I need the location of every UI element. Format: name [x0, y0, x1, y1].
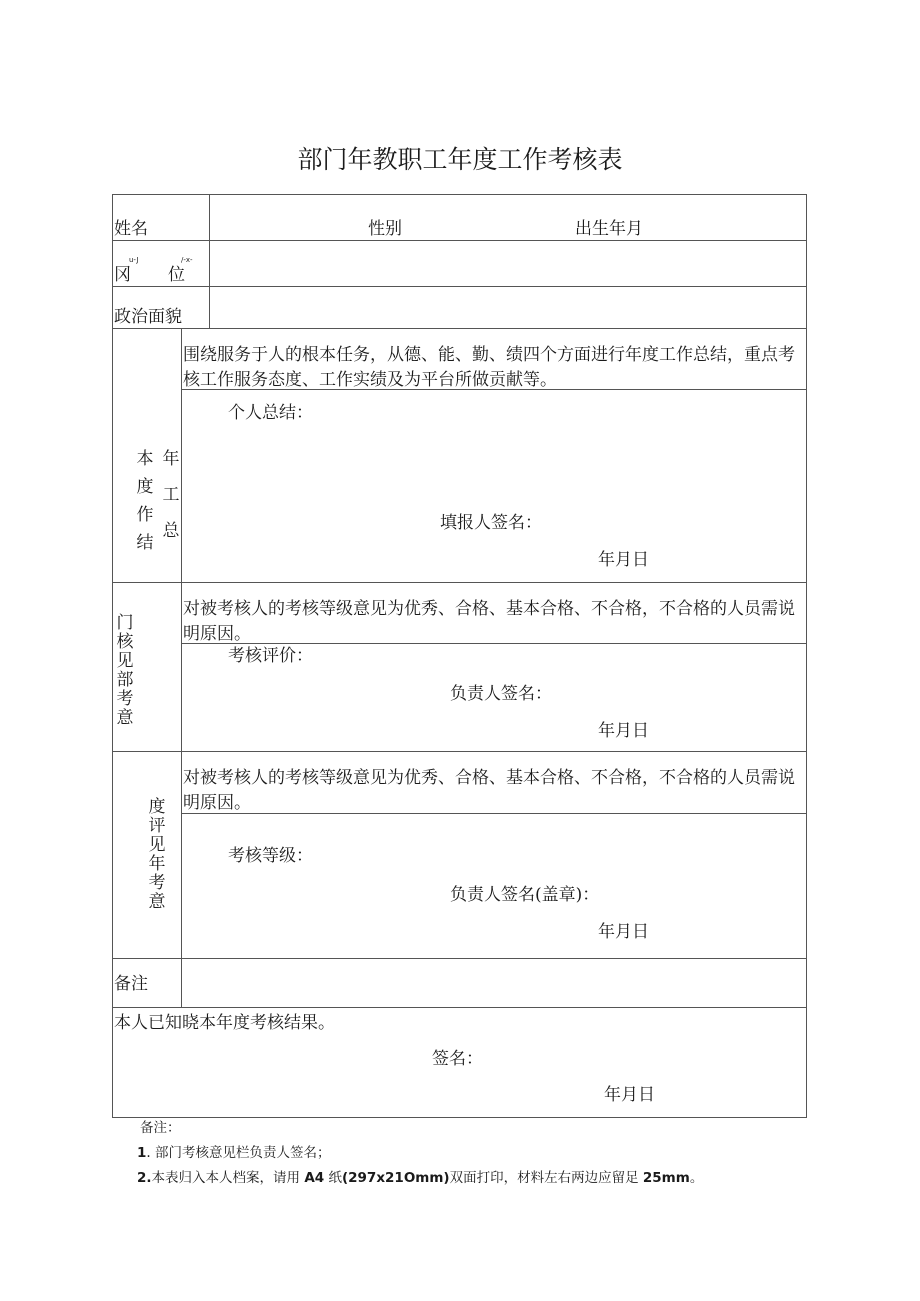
summary-date-label: 年月日	[598, 550, 649, 570]
remarks-label: 备注	[114, 974, 148, 994]
acknowledge-text: 本人已知晓本年度考核结果。	[114, 1013, 335, 1033]
name-label: 姓名	[114, 219, 148, 239]
footnote-item-2: 2.本表归入本人档案，请用 A4 纸(297x21Omm)双面打印，材料左右两边应留足 25mm。	[137, 1170, 704, 1186]
personal-summary-label: 个人总结：	[228, 403, 313, 423]
row-line	[112, 751, 807, 752]
acknowledge-signature-label: 签名：	[432, 1049, 483, 1069]
annual-grade-label: 考核等级：	[228, 846, 313, 866]
row-line	[112, 1007, 807, 1008]
col-line	[209, 194, 210, 329]
post-label-right: 位	[168, 265, 185, 285]
dept-date-label: 年月日	[598, 721, 649, 741]
annual-side-col: 度 评 见 年 考 意	[148, 797, 166, 912]
row-line	[112, 328, 807, 329]
row-line	[112, 240, 807, 241]
post-label-left: 冈	[114, 265, 131, 285]
table-border-left	[112, 194, 113, 1118]
summary-signature-label: 填报人签名：	[440, 513, 542, 533]
gender-label: 性别	[368, 219, 402, 239]
col-line	[181, 328, 182, 1008]
birth-label: 出生年月	[575, 219, 643, 239]
footnote-item-1: 1. 部门考核意见栏负责人签名；	[137, 1145, 331, 1161]
table-border-right	[806, 194, 807, 1118]
politics-label: 政治面貌	[114, 307, 182, 327]
dept-instruction: 对被考核人的考核等级意见为优秀、合格、基本合格、不合格，不合格的人员需说明原因。	[183, 599, 795, 644]
row-line	[112, 958, 807, 959]
footnotes	[137, 1116, 837, 1191]
acknowledge-date-label: 年月日	[604, 1085, 655, 1105]
annual-instruction: 对被考核人的考核等级意见为优秀、合格、基本合格、不合格，不合格的人员需说明原因。	[183, 768, 795, 813]
row-line	[112, 582, 807, 583]
post-label-top-right: /-x-	[181, 256, 193, 264]
summary-instruction: 围绕服务于人的根本任务，从德、能、勤、绩四个方面进行年度工作总结，重点考核工作服务态度、工作实绩及为平台所做贡献等。	[183, 345, 795, 390]
footnote-heading: 备注：	[140, 1120, 181, 1136]
dept-signature-label: 负责人签名：	[450, 684, 552, 704]
page-title: 部门年教职工年度工作考核表	[297, 145, 623, 174]
summary-side-col1: 本 度 作 结	[136, 449, 154, 553]
row-line	[112, 286, 807, 287]
dept-side-col: 门 核 见 部 考 意	[116, 613, 134, 728]
annual-signature-label: 负责人签名(盖章)：	[450, 885, 600, 905]
dept-evaluation-label: 考核评价：	[228, 646, 313, 666]
summary-side-col2: 年 工 总	[162, 449, 180, 541]
table-border-top	[112, 194, 807, 195]
post-label-top-left: u-J	[129, 256, 139, 264]
annual-date-label: 年月日	[598, 922, 649, 942]
